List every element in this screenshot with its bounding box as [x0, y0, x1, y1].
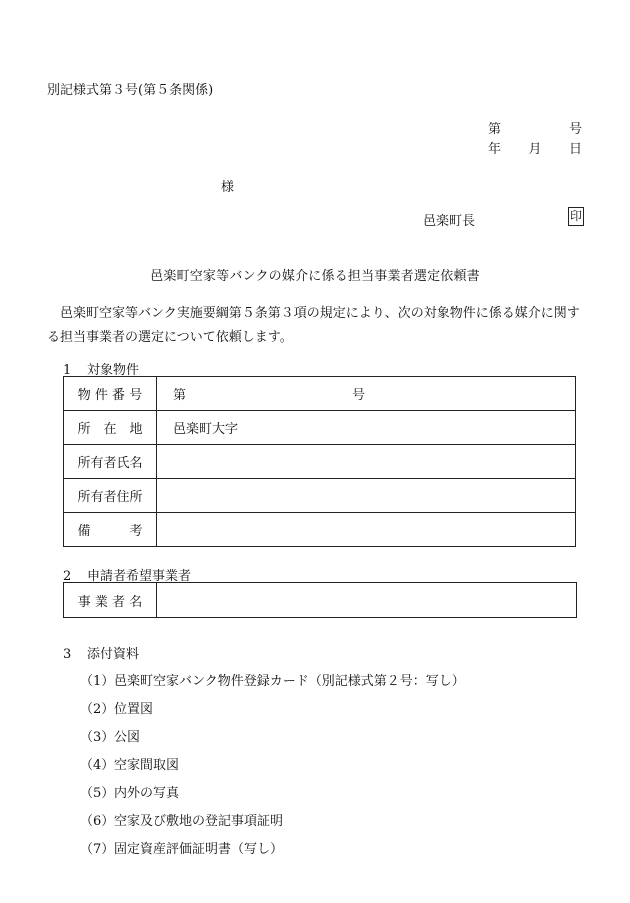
business-name-label: 事 業 者 名 — [64, 583, 157, 618]
section1-title: 対象物件 — [87, 363, 140, 378]
attachment-text: 固定資産評価証明書（写し） — [114, 842, 284, 857]
business-name-field[interactable] — [157, 583, 577, 618]
attachment-text: 内外の写真 — [114, 786, 180, 801]
table-row — [64, 583, 577, 618]
table-row — [64, 479, 576, 513]
attachment-text: 公図 — [114, 730, 141, 745]
attachment-item — [80, 782, 179, 801]
date-line — [488, 138, 582, 157]
date-year: 年 — [488, 142, 502, 157]
section3-number: 3 — [63, 647, 72, 662]
document-number-line — [488, 118, 582, 137]
attachment-number: （1） — [80, 674, 115, 689]
form-label: 別記様式第３号(第５条関係) — [47, 83, 214, 98]
mayor-title: 邑楽町長 — [423, 214, 476, 229]
owner-name-label: 所有者氏名 — [64, 445, 157, 479]
attachment-text: 邑楽町空家バンク物件登録カード（別記様式第２号：写し） — [114, 674, 465, 689]
owner-address-label: 所有者住所 — [64, 479, 157, 513]
section2-number: 2 — [63, 569, 72, 584]
date-day: 日 — [568, 142, 582, 157]
attachment-item — [80, 698, 153, 717]
property-table — [63, 376, 576, 547]
attachment-text: 空家及び敷地の登記事項証明 — [114, 814, 284, 829]
table-row — [64, 377, 576, 411]
body-paragraph: 邑楽町空家等バンク実施要綱第５条第３項の規定により、次の対象物件に係る媒介に関する担当事業者の選定について依頼します。 — [47, 306, 580, 345]
section1-number: 1 — [63, 363, 72, 378]
attachment-number: （6） — [80, 814, 115, 829]
location-label: 所 在 地 — [64, 411, 157, 445]
attachment-number: （4） — [80, 758, 115, 773]
date-month: 月 — [528, 142, 542, 157]
attachment-number: （5） — [80, 786, 115, 801]
attachment-text: 空家間取図 — [114, 758, 180, 773]
property-number-go: 号 — [351, 388, 365, 403]
attachment-item — [80, 726, 140, 745]
section3-title: 添付資料 — [87, 647, 140, 662]
attachment-number: （3） — [80, 730, 115, 745]
property-number-field[interactable] — [157, 377, 576, 411]
attachment-number: （7） — [80, 842, 115, 857]
remarks-label: 備 考 — [64, 513, 157, 547]
property-number-dai: 第 — [173, 388, 187, 403]
section3-heading — [63, 643, 139, 662]
business-table — [63, 582, 577, 618]
owner-name-field[interactable] — [157, 445, 576, 479]
property-number-label: 物 件 番 号 — [64, 377, 157, 411]
addressee-suffix: 様 — [221, 180, 235, 195]
seal-stamp: 印 — [568, 207, 584, 226]
attachment-number: （2） — [80, 702, 115, 717]
table-row — [64, 411, 576, 445]
attachment-text: 位置図 — [114, 702, 154, 717]
attachment-item — [80, 670, 465, 689]
attachment-item — [80, 810, 283, 829]
section2-title: 申請者希望事業者 — [87, 569, 192, 584]
number-dai: 第 — [488, 122, 502, 137]
table-row — [64, 445, 576, 479]
attachment-item — [80, 838, 283, 857]
location-field[interactable]: 邑楽町大字 — [157, 411, 576, 445]
attachment-item — [80, 754, 179, 773]
remarks-field[interactable] — [157, 513, 576, 547]
number-go: 号 — [568, 122, 582, 137]
document-title: 邑楽町空家等バンクの媒介に係る担当事業者選定依頼書 — [150, 269, 480, 284]
owner-address-field[interactable] — [157, 479, 576, 513]
table-row — [64, 513, 576, 547]
